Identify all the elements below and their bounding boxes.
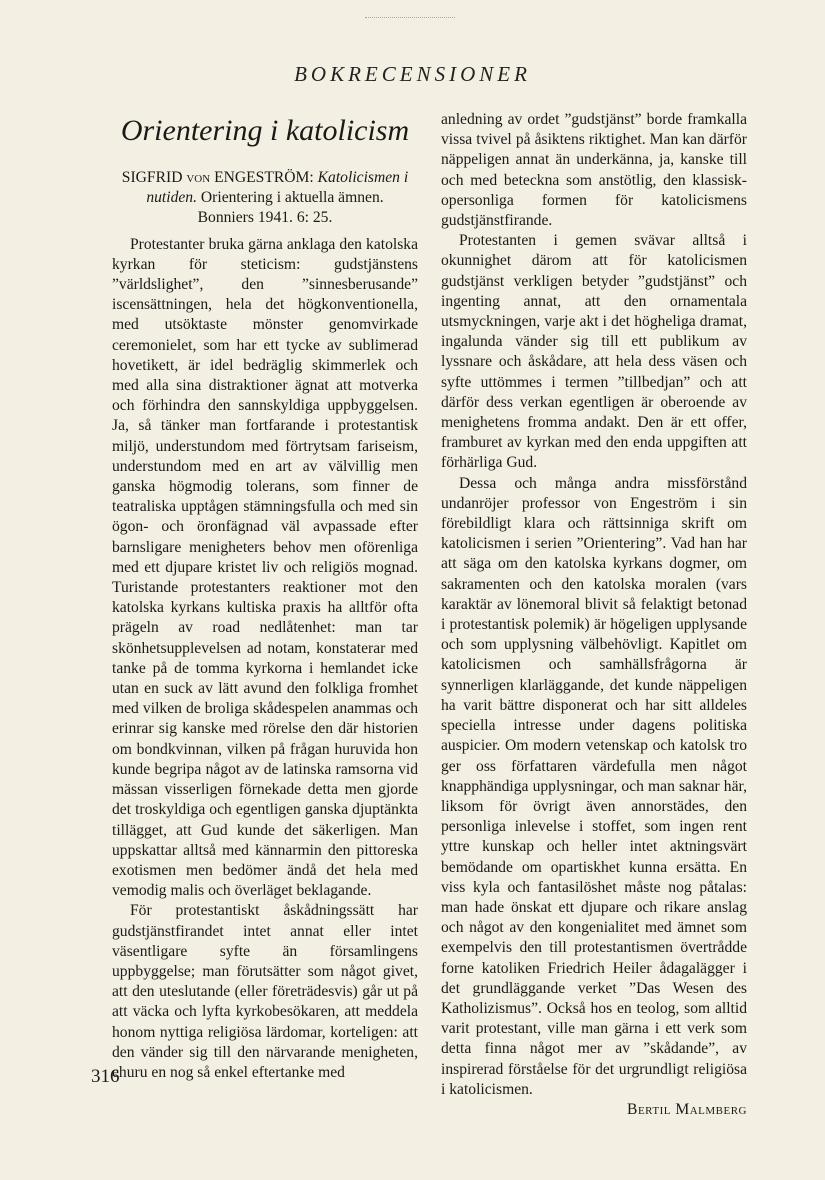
page-number: 316 <box>91 1066 120 1087</box>
section-header: BOKRECENSIONER <box>294 62 531 86</box>
reviewer-signature: Bertil Malmberg <box>627 1100 747 1118</box>
book-subtitle: Orientering i aktuella ämnen. <box>200 189 384 207</box>
book-publisher: Bonniers 1941. 6: 25. <box>197 209 333 227</box>
right-column <box>441 110 747 1120</box>
paragraph: Protestanten i gemen svävar alltså i okunnighet därom att för katolicismen gudstjänst verkligen betyder ”gudstjänst” och ingenting annat, att den ornamentala utsmyckningen, varje akt i det högheliga dramat, ingalunda vänder sig till ett publikum av lyssnare och åskådare, att hela dess väsen och syfte uttömmes i termen ”tillbedjan” och att därför dess verkan egentligen är oberoende av menighetens fromma andakt. Den är ett offer, framburet av kyrkan med den enda uppgiften att förhärliga Gud. <box>441 232 747 472</box>
book-citation <box>112 168 418 229</box>
paragraph: Protestanter bruka gärna anklaga den katolska kyrkan för steticism: gudstjänstens ”världslighet”, den ”sinnesberusande” iscensättningen, hela det högkonventionella, med utsöktaste mönster genomvirkade ceremonielet, som har ett tycke av sublimerad hovetikett, är idel bedräglig skimmerlek och med alla sina distraktioner ägnat att motverka och förhindra den sannskyldiga uppbyggelsen. Ja, så tänker man fortfarande i protestantisk miljö, understundom med förtrytsam fariseism, understundom med en art av välvillig men ganska högmodig tolerans, som finner de teatraliska upptågen stämningsfulla och med sin ögon- och öronfägnad väl avpassade efter barnsligare menigheters behov men oförenliga med ett djupare kristet liv och religiös mognad. Turistande protestanters reaktioner mot den katolska kyrkans kultiska praxis ha alltför ofta prägeln av road nedlåtenhet: man tar skönhetsupplevelsen ad notam, konstaterar med tanke på de tomma kyrkorna i hemlandet icke utan en suck av lätt avund den folkliga fromhet med vilken de broliga skådespelen anammas och erinrar sig kanske med rörelse den där historien om bondkvinnan, vilken på frågan huruvida hon kunde begripa något av de latinska ramsorna vid mässan visserligen förnekade detta men gjorde det troskyldiga och egentligen ganska djuptänkta tillägget, att Gud kunde det säkerligen. Man uppskattar alltså med kännarmin den pittoreska exotismen men bedömer ändå det hela med vemodig malis och överläget beklagande. <box>112 235 418 900</box>
paragraph: Dessa och många andra missförstånd undanröjer professor von Engeström i sin förebildligt klara och rättsinniga skrift om katolicismen i serien ”Orientering”. Vad han har att säga om den katolska kyrkans dogmer, om sakramenten och den katolska moralen (vars karaktär av lönemoral blivit så felaktigt betonad i protestantisk polemik) är högeligen upplysande och som upplysning välbehövligt. Kapitlet om katolicismen och samhällsfrågorna är synnerligen klarläggande, det kunde näppeligen ha varit bättre disponerat och har sitt alldeles speciella intresse under dagens politiska auspicier. Om modern vetenskap och katolsk tro ger oss författaren värdefulla men något knapphändiga upplysningar, och man saknar här, liksom för övrigt även annorstädes, den personliga inlevelse i stoffet, som ingen rent yttre kunskap och heller intet aktningsvärt bemödande om opartiskhet kunna ersätta. En viss kyla och fantasilöshet måste nog påtalas: man hade önskat ett djupare och rikare anslag och något av den kongenialitet med ämnet som exempelvis den till protestantismen övertrådde forne katoliken Friedrich Heiler ådagalägger i det grundläggande verket ”Das Wesen des Katholizismus”. Också hos en teolog, som alltid varit protestant, ville man gärna i ett verk som detta finna något mer av ”skådande”, av inspirerad förståelse för det urgrundligt religiösa i katolicismen. <box>441 474 747 1098</box>
book-author-particle: von <box>186 169 211 186</box>
book-title: Katolicismen i nutiden. <box>146 169 409 207</box>
paragraph: För protestantiskt åskådningssätt har gudstjänstfirandet intet annat eller intet väsentligare syfte än församlingens uppbyggelse; man förutsätter som något givet, att den uteslutande (eller företrädesvis) går ut på att väcka och lyfta kyrkobesökaren, att meddela honom nyttiga religiösa lärdomar, korteligen: att den vänder sig till den närvarande menigheten, ehuru en nog så enkel eftertanke med <box>112 902 418 1081</box>
left-column <box>112 110 418 1083</box>
book-author-first: SIGFRID <box>121 169 183 186</box>
article-title: Orientering i katolicism <box>120 114 410 147</box>
paragraph: anledning av ordet ”gudstjänst” borde framkalla vissa tvivel på åsiktens riktighet. Man kan därför näppeligen annat än underkänna, ja, kanske till och med beteckna som anstötlig, den klassisk-opersonliga formen för katolicismens gudstjänstfirande. <box>441 111 747 230</box>
book-author-last: ENGESTRÖM: <box>214 169 314 186</box>
top-dotted-rule <box>365 17 455 18</box>
